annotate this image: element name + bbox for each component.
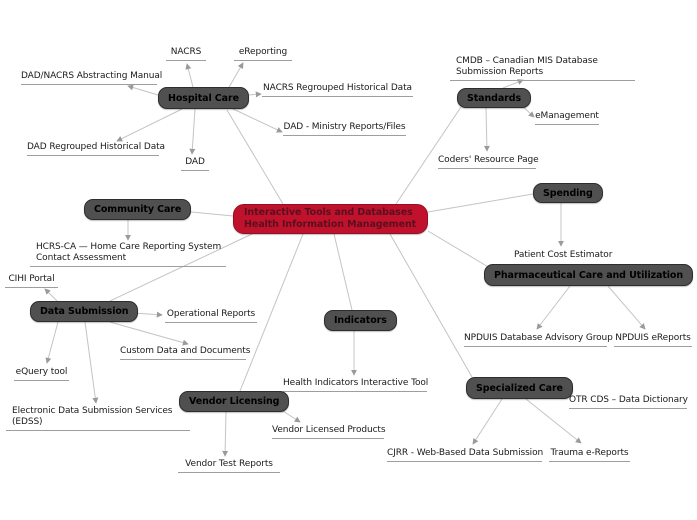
leaf-label-line: eManagement [535, 111, 599, 121]
leaf-label-line: DAD [185, 157, 205, 167]
leaf-label-line: (EDSS) [12, 417, 43, 427]
edge-line [117, 109, 182, 141]
node-label: Community Care [94, 204, 182, 215]
node-label: Spending [543, 187, 593, 199]
edge-line [225, 412, 226, 456]
leaf-label-line: OTR CDS – Data Dictionary [569, 395, 688, 405]
leaf-dad[interactable] [181, 157, 209, 171]
node-community-care[interactable] [84, 199, 191, 220]
leaf-operational-reports[interactable] [165, 309, 257, 323]
edge-line [473, 399, 502, 444]
leaf-patient-cost-estimator[interactable] [514, 250, 613, 263]
leaf-label-line: NPDUIS Database Advisory Group [464, 333, 613, 343]
leaf-label-line: Health Indicators Interactive Tool [283, 378, 429, 388]
node-vendor-licensing[interactable] [179, 391, 289, 412]
leaf-electronic-data-submission-services-edss[interactable] [6, 406, 190, 431]
node-label: Indicators [334, 315, 387, 326]
edge-line [537, 286, 570, 329]
edge-line [503, 80, 523, 88]
node-hospital-care[interactable] [158, 87, 249, 109]
leaf-label-line: Trauma e-Reports [550, 448, 629, 458]
edge-line [608, 286, 645, 329]
node-label: Standards [467, 92, 522, 104]
leaf-equery-tool[interactable] [14, 367, 69, 381]
leaf-label-line: DAD - Ministry Reports/Files [283, 122, 406, 132]
leaf-label-line: Patient Cost Estimator [514, 250, 613, 260]
leaf-label-line: Coders' Resource Page [438, 155, 539, 165]
edge-line [428, 194, 533, 212]
leaf-label-line: CIHI Portal [8, 274, 55, 284]
leaf-label-line: CJRR - Web-Based Data Submission [387, 448, 544, 458]
leaf-vendor-test-reports[interactable] [178, 459, 280, 473]
node-spending[interactable] [533, 183, 603, 203]
edge-line [85, 322, 96, 403]
leaf-cmdb-canadian-mis-database-submission-reports[interactable] [450, 56, 635, 81]
leaf-label-line: Custom Data and Documents [120, 346, 251, 356]
leaf-emanagement[interactable] [535, 111, 599, 125]
leaf-trauma-e-reports[interactable] [549, 448, 630, 462]
leaf-cihi-portal[interactable] [5, 274, 58, 288]
leaf-dad-nacrs-abstracting-manual[interactable] [21, 71, 163, 85]
node-data-submission[interactable] [30, 301, 138, 322]
edge-line [45, 289, 57, 301]
leaf-label-line: eReporting [238, 47, 288, 57]
edge-line [187, 64, 193, 87]
edge-line [192, 109, 195, 154]
leaf-label-line: Operational Reports [166, 309, 256, 319]
edge-line [428, 231, 490, 268]
edge-line [47, 322, 58, 363]
leaf-dad-ministry-reports-files[interactable] [283, 122, 406, 136]
leaf-label-line: NPDUIS eReports [615, 333, 691, 343]
leaf-label-line: NACRS [170, 47, 202, 57]
edge-line [334, 234, 352, 310]
leaf-cjrr-web-based-data-submission[interactable] [387, 448, 542, 462]
center-node[interactable] [233, 204, 428, 234]
edge-line [486, 108, 487, 151]
leaf-npduis-database-advisory-group[interactable] [464, 333, 613, 347]
leaf-label-line: DAD Regrouped Historical Data [27, 142, 165, 152]
leaf-npduis-ereports[interactable] [614, 333, 692, 347]
node-pharmaceutical-care-and-utilization[interactable] [484, 264, 693, 286]
node-specialized-care[interactable] [466, 377, 573, 399]
leaf-ereporting[interactable] [234, 47, 292, 61]
leaf-otr-cds-data-dictionary[interactable] [569, 395, 687, 409]
edge-line [228, 63, 243, 89]
leaf-coders-resource-page[interactable] [438, 155, 539, 169]
leaf-label-line: NACRS Regrouped Historical Data [263, 83, 412, 93]
leaf-health-indicators-interactive-tool[interactable] [283, 378, 427, 392]
edge-line [390, 234, 472, 377]
edge-line [110, 322, 188, 344]
node-indicators[interactable] [324, 310, 397, 331]
leaf-vendor-licensed-products[interactable] [272, 425, 384, 439]
node-label: Data Submission [40, 306, 129, 317]
leaf-label-line: Submission Reports [456, 67, 544, 77]
edge-line [229, 107, 282, 132]
leaf-hcrs-ca-home-care-reporting-system-contact-assessment[interactable] [30, 242, 226, 267]
center-node-label-line: Interactive Tools and Databases [244, 207, 413, 218]
leaf-label-line: Electronic Data Submission Services [12, 406, 173, 416]
leaf-label-line: eQuery tool [15, 367, 68, 377]
center-node-label-line: Health Information Management [244, 219, 417, 230]
leaf-nacrs[interactable] [166, 47, 206, 61]
node-label: Vendor Licensing [189, 396, 280, 407]
leaf-label-line: Contact Assessment [36, 253, 127, 263]
edge-line [227, 110, 283, 204]
leaf-nacrs-regrouped-historical-data[interactable] [262, 83, 413, 97]
leaf-label-line: Vendor Licensed Products [272, 425, 386, 435]
node-label: Pharmaceutical Care and Utilization [494, 269, 684, 281]
leaf-label-line: Vendor Test Reports [185, 459, 273, 469]
leaf-label-line: HCRS-CA — Home Care Reporting System [36, 242, 222, 252]
leaf-custom-data-and-documents[interactable] [120, 346, 251, 360]
node-standards[interactable] [457, 88, 531, 108]
node-label: Specialized Care [476, 382, 563, 394]
leaf-dad-regrouped-historical-data[interactable] [27, 142, 165, 156]
node-label: Hospital Care [168, 92, 239, 104]
leaf-label-line: DAD/NACRS Abstracting Manual [21, 71, 163, 81]
edge-line [128, 86, 158, 95]
leaf-label-line: CMDB – Canadian MIS Database [456, 56, 598, 66]
